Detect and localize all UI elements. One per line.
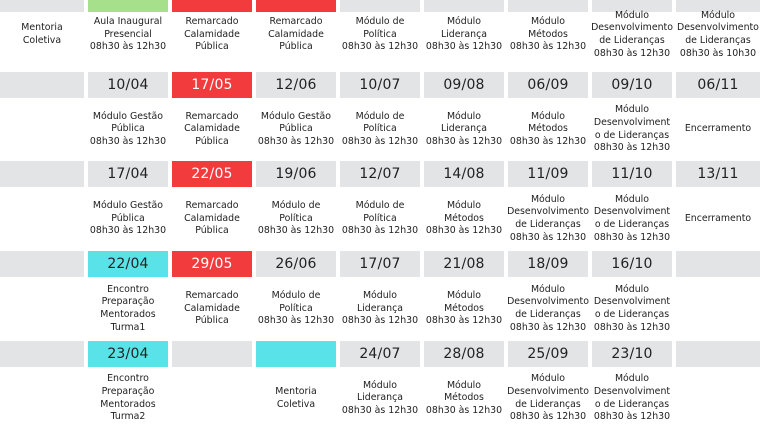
- date-cell: 09/08: [424, 72, 504, 98]
- event-cell: Módulo Desenvolviment o de Lideranças 08h30 às 12h30: [593, 104, 671, 154]
- date-cell: [676, 341, 760, 367]
- event-cell: Módulo Liderança 08h30 às 12h30: [341, 379, 419, 416]
- event-cell: Módulo Métodos 08h30 às 12h30: [425, 200, 503, 237]
- event-cell: Módulo Desenvolviment o de Lideranças 08h30 às 12h30: [593, 193, 671, 243]
- event-cell: Módulo Gestão Pública 08h30 às 12h30: [89, 110, 167, 147]
- date-cell: 11/10: [592, 161, 672, 187]
- date-cell: 23/10: [592, 341, 672, 367]
- event-cell: Módulo Desenvolvimento de Lideranças 08h30 às 12h30: [591, 9, 673, 59]
- date-cell: [172, 341, 252, 367]
- date-cell: 29/05: [172, 251, 252, 277]
- event-cell: [676, 279, 760, 339]
- date-cell: 13/11: [676, 161, 760, 187]
- date-cell: [256, 341, 336, 367]
- event-cell: Remarcado Calamidade Pública: [268, 16, 324, 53]
- event-cell: Módulo Desenvolvimento de Lideranças 08h30 às 10h30: [677, 9, 759, 59]
- event-cell: Módulo Métodos 08h30 às 12h30: [509, 110, 587, 147]
- event-cell: Encerramento: [684, 212, 752, 224]
- date-cell: 16/10: [592, 251, 672, 277]
- event-cell: [172, 369, 252, 428]
- event-cell: Encontro Preparação Mentorados Turma2: [100, 373, 156, 423]
- date-cell: 12/07: [340, 161, 420, 187]
- event-cell: Módulo Métodos 08h30 às 12h30: [425, 290, 503, 327]
- date-cell: [0, 72, 84, 98]
- event-cell: Módulo de Política 08h30 às 12h30: [341, 16, 419, 53]
- date-cell: 23/04: [88, 341, 168, 367]
- event-cell: Módulo Desenvolviment o de Lideranças 08h30 às 12h30: [593, 373, 671, 423]
- event-cell: Módulo Métodos 08h30 às 12h30: [509, 16, 587, 53]
- event-cell: [0, 369, 84, 428]
- date-cell: 06/11: [676, 72, 760, 98]
- event-cell: Módulo Desenvolvimento de Lideranças 08h30 às 12h30: [507, 373, 589, 423]
- date-cell: 22/05: [172, 161, 252, 187]
- event-cell: Módulo Desenvolvimento de Lideranças 08h30 às 12h30: [507, 283, 589, 333]
- date-cell: 19/06: [256, 161, 336, 187]
- event-cell: Módulo Liderança 08h30 às 12h30: [341, 290, 419, 327]
- event-cell: [676, 369, 760, 428]
- event-cell: Remarcado Calamidade Pública: [184, 290, 240, 327]
- date-cell: 25/09: [508, 341, 588, 367]
- date-cell: 17/07: [340, 251, 420, 277]
- event-cell: Módulo de Política 08h30 às 12h30: [257, 290, 335, 327]
- date-cell: 18/09: [508, 251, 588, 277]
- event-cell: Aula Inaugural Presencial 08h30 às 12h30: [89, 16, 167, 53]
- event-cell: Módulo Desenvolviment o de Lideranças 08h30 às 12h30: [593, 283, 671, 333]
- date-cell: [0, 161, 84, 187]
- event-cell: Mentoria Coletiva: [275, 385, 317, 410]
- date-cell: 17/04: [88, 161, 168, 187]
- date-cell: 24/07: [340, 341, 420, 367]
- event-cell: [0, 279, 84, 339]
- event-cell: Módulo Liderança 08h30 às 12h30: [425, 16, 503, 53]
- date-cell: 14/08: [424, 161, 504, 187]
- event-cell: [0, 189, 84, 249]
- date-cell: 11/09: [508, 161, 588, 187]
- date-cell: 06/09: [508, 72, 588, 98]
- date-cell: 10/07: [340, 72, 420, 98]
- date-cell: 28/08: [424, 341, 504, 367]
- event-cell: Mentoria Coletiva: [21, 22, 63, 46]
- event-cell: Módulo Métodos 08h30 às 12h30: [425, 379, 503, 416]
- event-cell: [0, 100, 84, 159]
- event-cell: Módulo de Política 08h30 às 12h30: [341, 200, 419, 237]
- date-cell: 26/06: [256, 251, 336, 277]
- date-cell: 21/08: [424, 251, 504, 277]
- event-cell: Remarcado Calamidade Pública: [184, 200, 240, 237]
- event-cell: Módulo Gestão Pública 08h30 às 12h30: [257, 110, 335, 147]
- event-cell: Módulo Liderança 08h30 às 12h30: [425, 110, 503, 147]
- event-cell: Encerramento: [684, 123, 752, 135]
- event-cell: Módulo de Política 08h30 às 12h30: [341, 110, 419, 147]
- event-cell: Módulo de Política 08h30 às 12h30: [257, 200, 335, 237]
- event-cell: Remarcado Calamidade Pública: [184, 16, 240, 53]
- date-cell: 10/04: [88, 72, 168, 98]
- date-cell: [676, 251, 760, 277]
- date-cell: 22/04: [88, 251, 168, 277]
- date-cell: 09/10: [592, 72, 672, 98]
- date-cell: 12/06: [256, 72, 336, 98]
- event-cell: Módulo Desenvolvimento de Lideranças 08h30 às 12h30: [507, 193, 589, 243]
- event-cell: Módulo Gestão Pública 08h30 às 12h30: [89, 200, 167, 237]
- event-cell: Encontro Preparação Mentorados Turma1: [100, 283, 156, 333]
- date-cell: 17/05: [172, 72, 252, 98]
- date-cell: [0, 341, 84, 367]
- date-cell: [0, 251, 84, 277]
- event-cell: Remarcado Calamidade Pública: [184, 110, 240, 147]
